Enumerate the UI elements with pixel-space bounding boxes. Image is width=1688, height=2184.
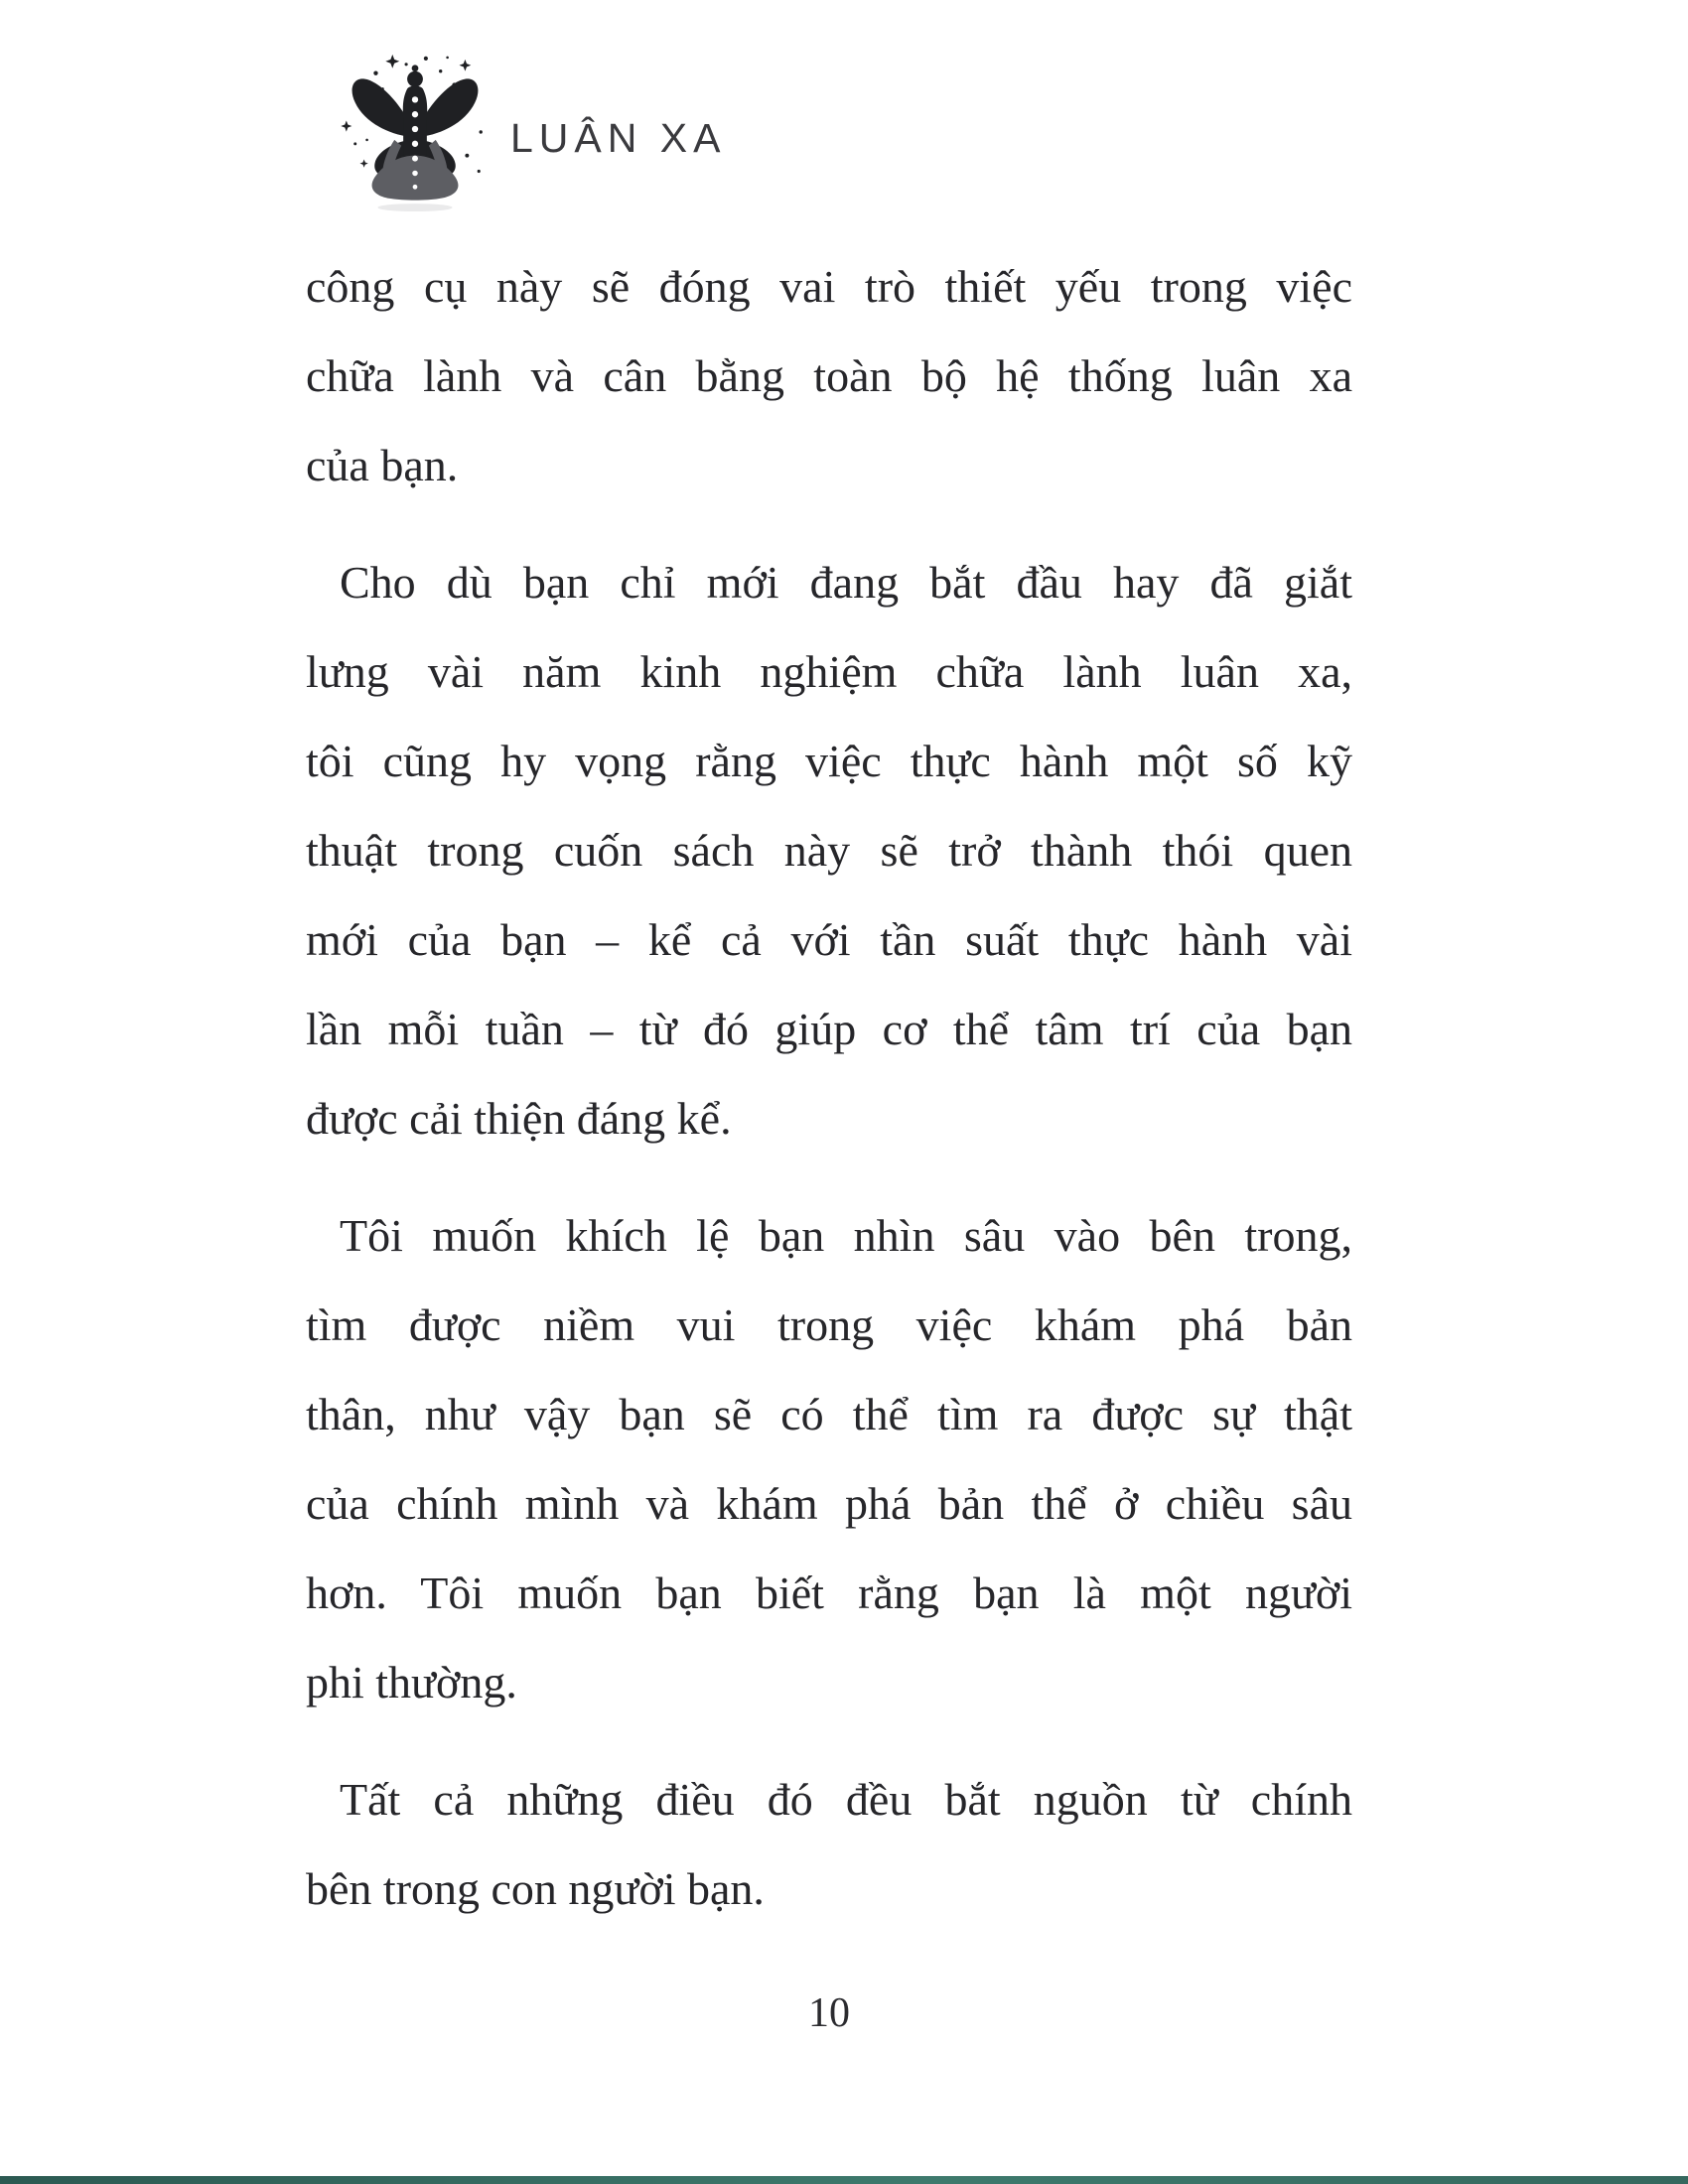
text-line: công cụ này sẽ đóng vai trò thiết yếu trong việc [306,261,1352,312]
text-line: Tất cả những điều đó đều bắt nguồn từ chính [340,1774,1352,1825]
text-line: bên trong con người bạn. [306,1863,765,1914]
text-line: lần mỗi tuần – từ đó giúp cơ thể tâm trí của bạn [306,1004,1352,1054]
text-line: mới của bạn – kể cả với tần suất thực hành vài [306,914,1352,965]
text-line: của chính mình và khám phá bản thể ở chiều sâu [306,1478,1352,1529]
text-line: của bạn. [306,440,459,490]
paragraph [306,1755,1352,1934]
text-line: tôi cũng hy vọng rằng việc thực hành một số kỹ [306,736,1352,786]
page-number: 10 [808,1990,850,2036]
paragraph [306,538,1352,1163]
text-line: lưng vài năm kinh nghiệm chữa lành luân xa, [306,646,1352,697]
text-line: Cho dù bạn chỉ mới đang bắt đầu hay đã giắt [340,557,1352,608]
paragraph [306,1191,1352,1727]
text-line: thuật trong cuốn sách này sẽ trở thành thói quen [306,825,1352,876]
paragraph [306,242,1352,510]
page-bottom-edge [0,2176,1688,2184]
text-line: thân, như vậy bạn sẽ có thể tìm ra được sự thật [306,1389,1352,1439]
text-line: Tôi muốn khích lệ bạn nhìn sâu vào bên trong, [340,1210,1352,1261]
chakra-butterfly-logo-icon [332,46,498,212]
text-line: phi thường. [306,1657,517,1707]
text-line: hơn. Tôi muốn bạn biết rằng bạn là một người [306,1568,1352,1618]
text-line: được cải thiện đáng kể. [306,1093,732,1144]
page-body-text [306,242,1352,1934]
text-line: chữa lành và cân bằng toàn bộ hệ thống luân xa [306,350,1352,401]
text-line: tìm được niềm vui trong việc khám phá bản [306,1299,1352,1350]
brand-title: LUÂN XA [510,115,727,161]
